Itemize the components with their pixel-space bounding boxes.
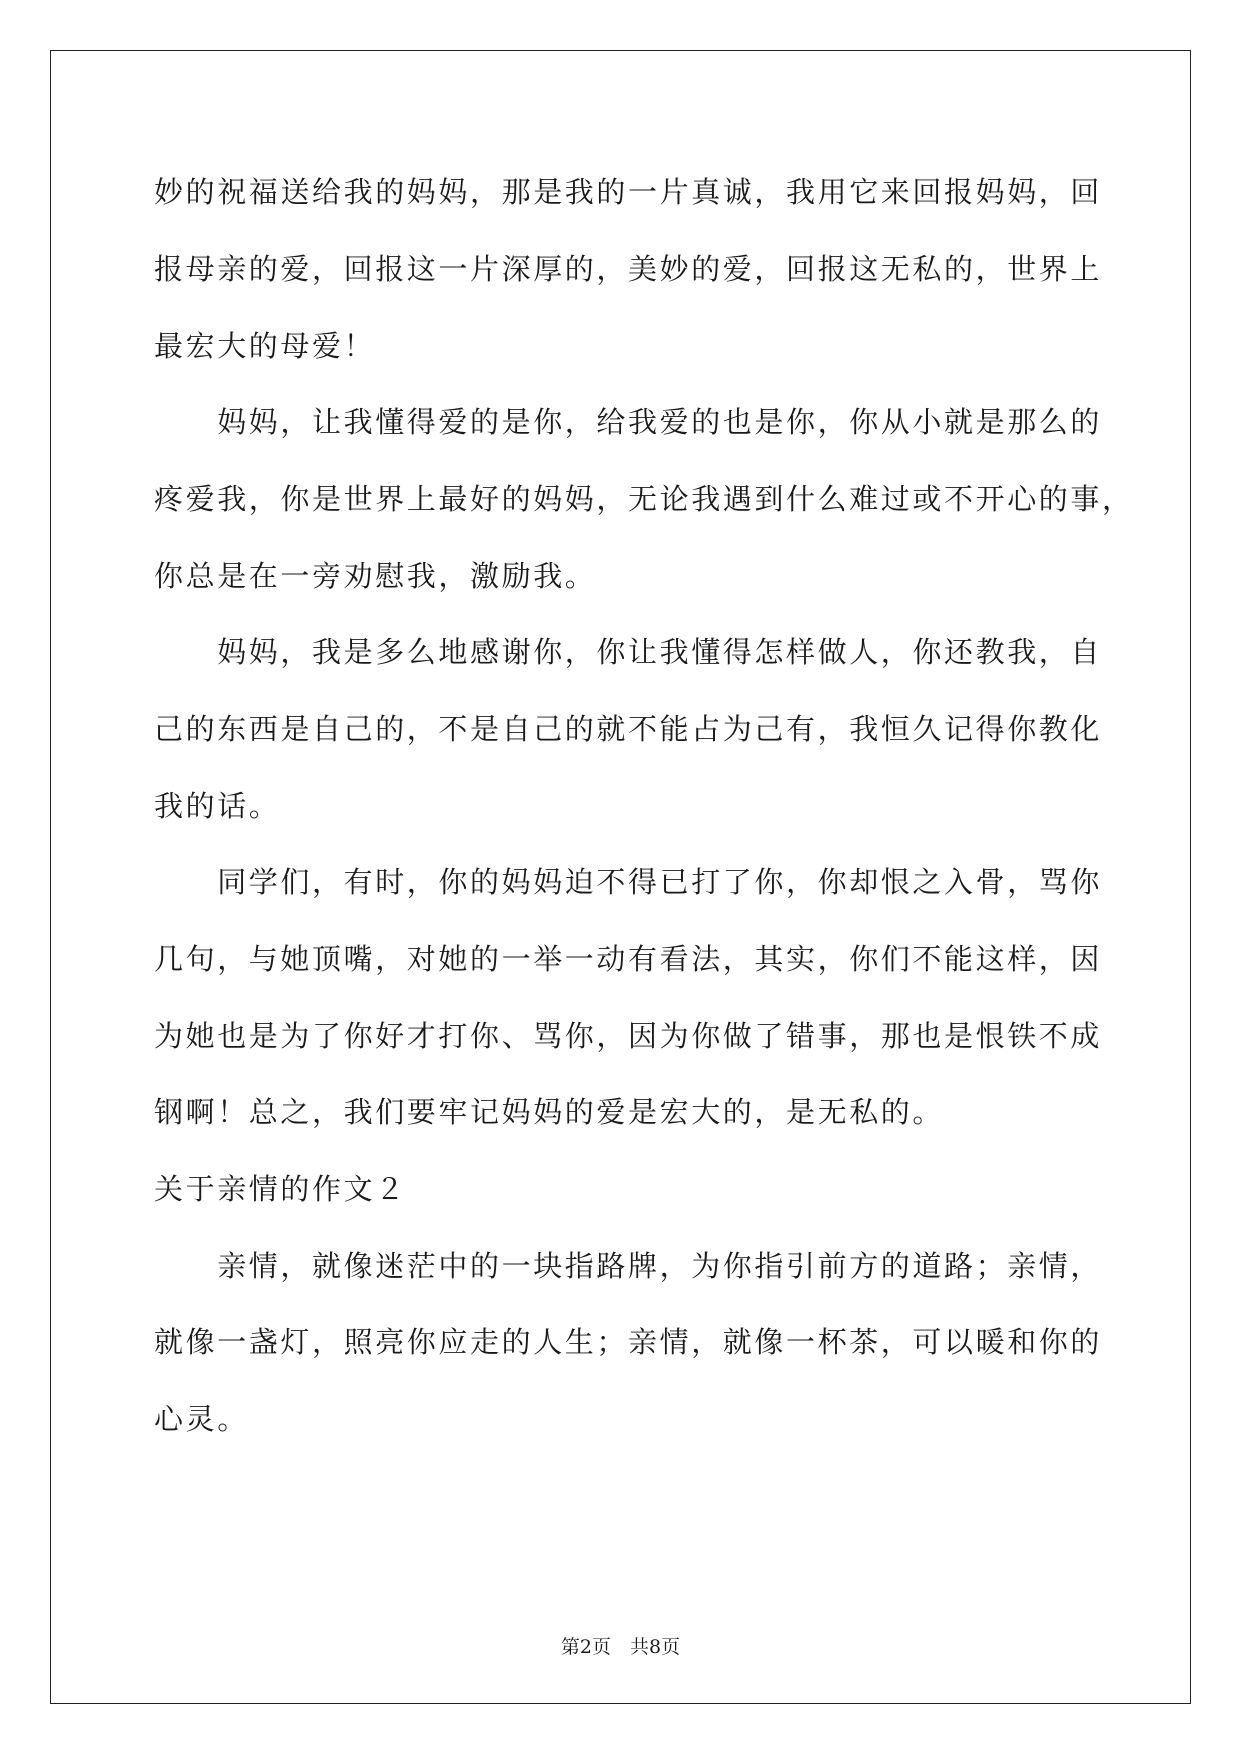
- text-line: 亲情，就像迷茫中的一块指路牌，为你指引前方的道路；亲情，: [154, 1249, 1103, 1283]
- text-line: 几句，与她顶嘴，对她的一举一动有看法，其实，你们不能这样，因: [154, 942, 1103, 976]
- text-line: 同学们，有时，你的妈妈迫不得已打了你，你却恨之入骨，骂你: [154, 865, 1103, 899]
- text-line: 心灵。: [154, 1402, 249, 1436]
- text-line: 钢啊！总之，我们要牢记妈妈的爱是宏大的，是无私的。: [154, 1095, 945, 1129]
- page-number: 第2页 共8页: [560, 1636, 681, 1658]
- text-line: 我的话。: [154, 789, 281, 823]
- text-line: 最宏大的母爱！: [154, 329, 376, 363]
- text-line: 己的东西是自己的，不是自己的就不能占为己有，我恒久记得你教化: [154, 712, 1103, 746]
- text-line: 妙的祝福送给我的妈妈，那是我的一片真诚，我用它来回报妈妈，回: [154, 175, 1103, 209]
- section-heading: 关于亲情的作文２: [154, 1172, 407, 1206]
- text-line: 为她也是为了你好才打你、骂你，因为你做了错事，那也是恨铁不成: [154, 1019, 1103, 1053]
- text-line: 妈妈，我是多么地感谢你，你让我懂得怎样做人，你还教我，自: [154, 635, 1103, 669]
- text-line: 妈妈，让我懂得爱的是你，给我爱的也是你，你从小就是那么的: [154, 405, 1103, 439]
- text-line: 报母亲的爱，回报这一片深厚的，美妙的爱，回报这无私的，世界上: [154, 252, 1103, 286]
- text-line: 疼爱我，你是世界上最好的妈妈，无论我遇到什么难过或不开心的事，: [154, 482, 1134, 516]
- text-line: 就像一盏灯，照亮你应走的人生；亲情，就像一杯茶，可以暖和你的: [154, 1325, 1103, 1359]
- text-line: 你总是在一旁劝慰我，激励我。: [154, 559, 597, 593]
